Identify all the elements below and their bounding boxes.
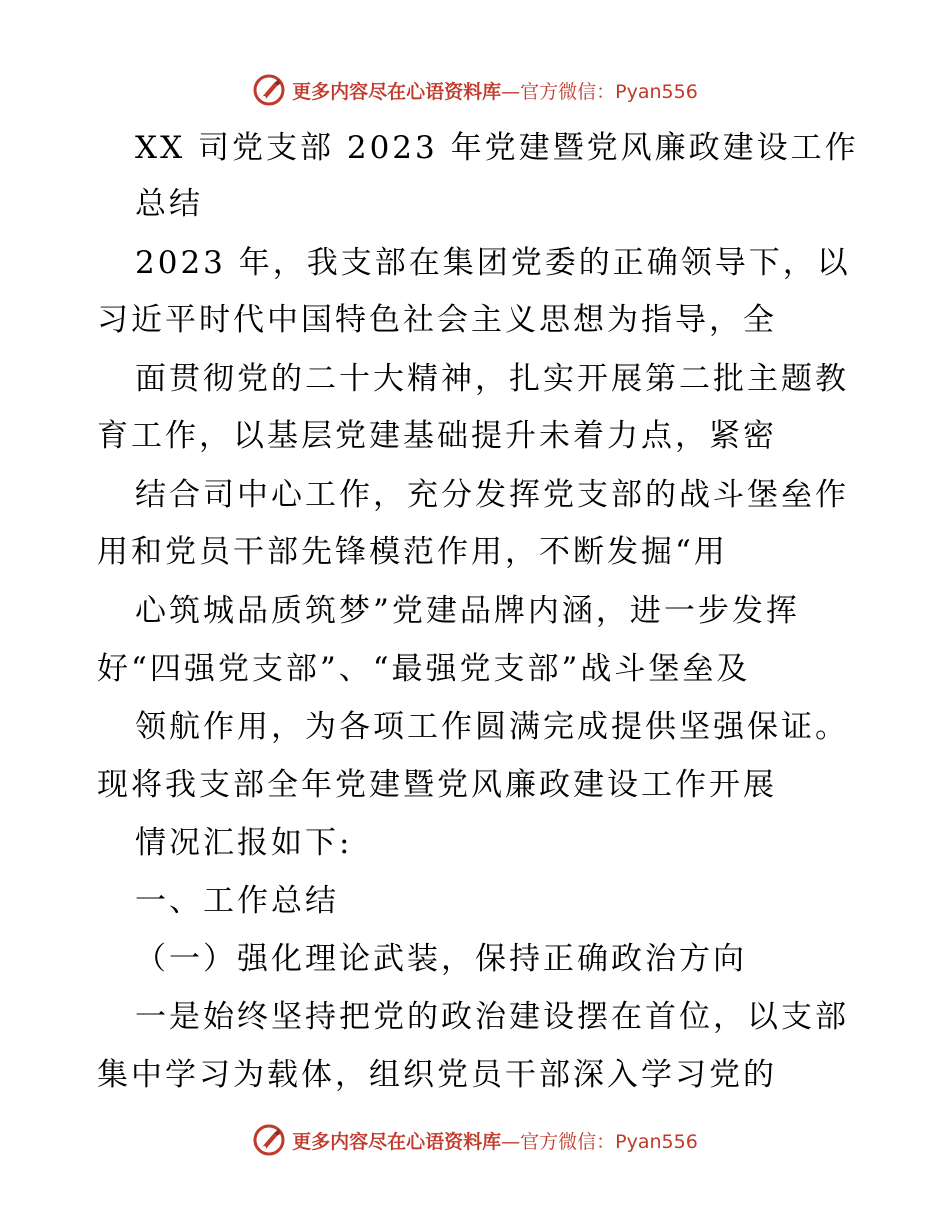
paragraph-line: 面贯彻党的二十大精神，扎实开展第二批主题教 <box>135 361 849 397</box>
watermark-text: 更多内容尽在心语资料库—官方微信：Pyan556 <box>292 1130 698 1153</box>
paragraph-line: 用和党员干部先锋模范作用，不断发掘“用 <box>97 534 728 570</box>
document-title-line-2: 总结 <box>135 186 203 222</box>
paragraph-line: 现将我支部全年党建暨党风廉政建设工作开展 <box>97 767 777 803</box>
section-heading: 一、工作总结 <box>135 883 339 919</box>
paragraph-line: 好“四强党支部”、“最强党支部”战斗堡垒及 <box>97 651 751 687</box>
paragraph-line: 一是始终坚持把党的政治建设摆在首位，以支部 <box>135 999 849 1035</box>
paragraph-line: 领航作用，为各项工作圆满完成提供坚强保证。 <box>135 709 849 745</box>
fountain-pen-logo-icon <box>252 1123 286 1157</box>
document-title-line-1: XX 司党支部 2023 年党建暨党风廉政建设工作 <box>135 130 859 166</box>
footer-watermark <box>0 1118 950 1162</box>
watermark-text: 更多内容尽在心语资料库—官方微信：Pyan556 <box>292 80 698 103</box>
paragraph-line: 集中学习为载体，组织党员干部深入学习党的 <box>97 1057 777 1093</box>
paragraph-line: 心筑城品质筑梦”党建品牌内涵，进一步发挥 <box>135 593 800 629</box>
paragraph-line: 育工作，以基层党建基础提升未着力点，紧密 <box>97 418 777 454</box>
paragraph-line: 结合司中心工作，充分发挥党支部的战斗堡垒作 <box>135 477 849 513</box>
paragraph-line: 情况汇报如下: <box>135 825 353 861</box>
paragraph-line: 2023 年，我支部在集团党委的正确领导下，以 <box>135 245 851 281</box>
paragraph-line: 习近平时代中国特色社会主义思想为指导，全 <box>97 302 777 338</box>
subsection-heading: （一）强化理论武装，保持正确政治方向 <box>135 941 747 977</box>
